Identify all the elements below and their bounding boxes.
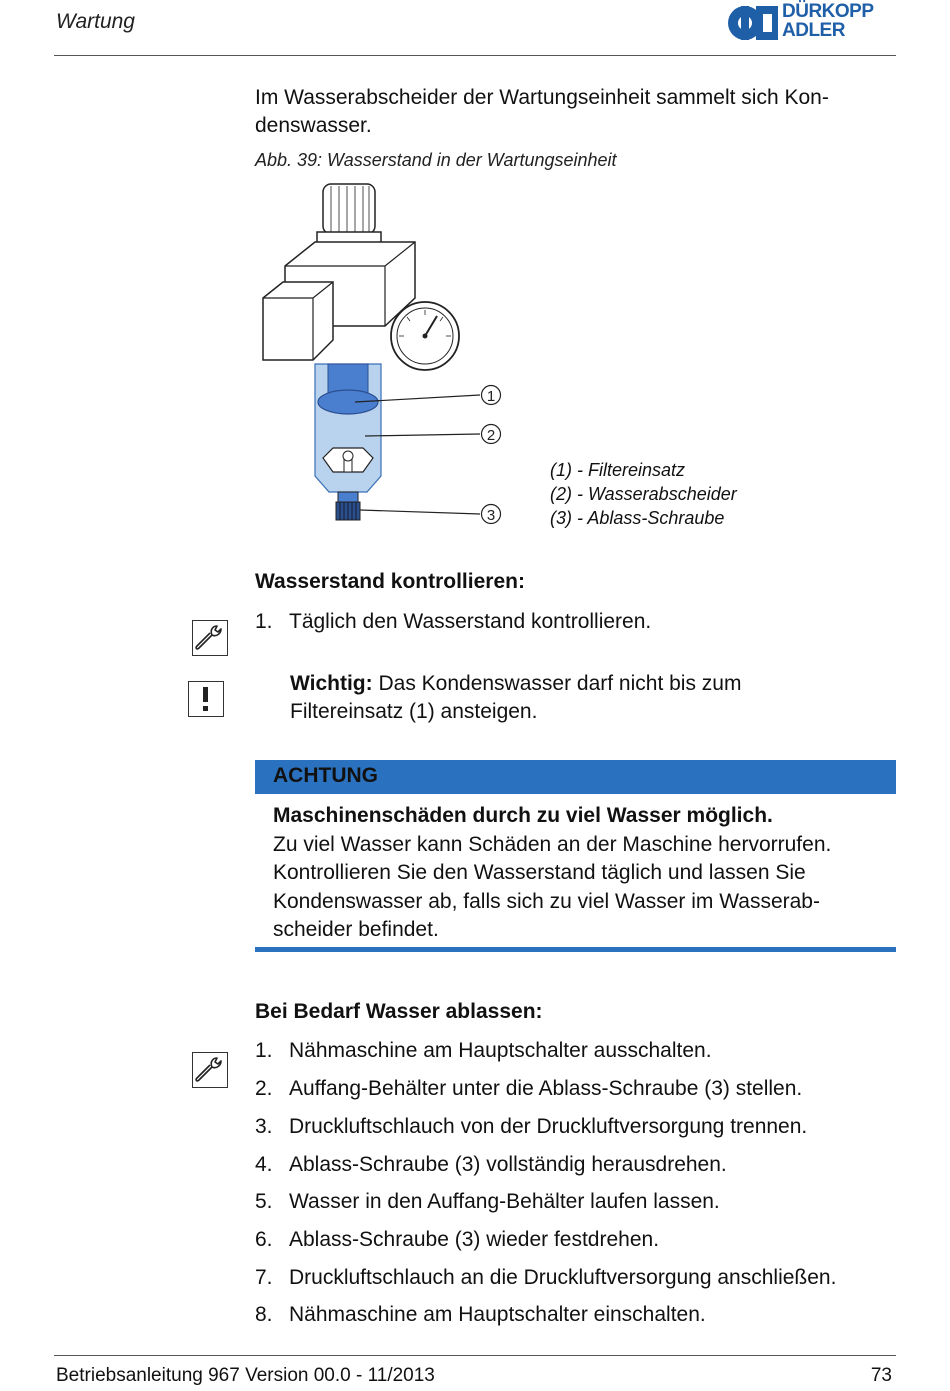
company-logo: [726, 2, 898, 44]
check-step-1: [255, 609, 651, 635]
drain-step: [255, 1265, 836, 1291]
logo-text: [782, 2, 874, 40]
step-number: 8.: [255, 1303, 273, 1326]
running-header: Wartung: [56, 10, 135, 33]
drain-step: [255, 1227, 659, 1253]
step-text: Täglich den Wasserstand kontrollieren.: [289, 610, 652, 633]
legend-item: (2) - Wasserabscheider: [550, 484, 737, 504]
callout-2: 2: [486, 427, 496, 444]
wrench-icon: [192, 1052, 228, 1088]
step-number: 7.: [255, 1266, 273, 1289]
section-heading-drain-water: Bei Bedarf Wasser ablassen:: [255, 1000, 543, 1023]
figure-legend: [550, 458, 737, 530]
warning-line: Kontrollieren Sie den Wasserstand täglich und lassen Sie Kondenswasser ab, falls sich zu viel Wasser im Wasserab-scheider befindet.: [273, 861, 820, 941]
section-heading-check-water: Wasserstand kontrollieren:: [255, 570, 525, 593]
step-text: Druckluftschlauch an die Druckluftversorgung anschließen.: [289, 1266, 837, 1289]
callout-3: 3: [486, 507, 496, 524]
footer-divider: [54, 1355, 896, 1356]
important-text: Das Kondenswasser darf nicht bis zum Filtereinsatz (1) ansteigen.: [290, 672, 742, 723]
step-number: 4.: [255, 1153, 273, 1176]
step-text: Druckluftschlauch von der Druckluftversorgung trennen.: [289, 1115, 808, 1138]
wrench-icon: [192, 620, 228, 656]
warning-title: ACHTUNG: [273, 764, 378, 787]
exclamation-icon: [188, 681, 224, 717]
header-divider: [54, 55, 896, 56]
callout-1: 1: [486, 388, 496, 405]
step-number: 5.: [255, 1190, 273, 1213]
drain-step: [255, 1152, 727, 1178]
step-text: Ablass-Schraube (3) wieder festdrehen.: [289, 1228, 660, 1251]
step-number: 2.: [255, 1077, 273, 1100]
page-number: 73: [870, 1365, 892, 1386]
drain-step: [255, 1189, 720, 1215]
step-text: Ablass-Schraube (3) vollständig herausdrehen.: [289, 1153, 727, 1176]
step-text: Auffang-Behälter unter die Ablass-Schraube (3) stellen.: [289, 1077, 803, 1100]
step-text: Nähmaschine am Hauptschalter ausschalten.: [289, 1039, 712, 1062]
warning-header: [255, 760, 896, 794]
maintenance-unit-figure: [255, 176, 535, 536]
step-number: 1.: [255, 1039, 273, 1062]
footer-document-info: Betriebsanleitung 967 Version 00.0 - 11/2013: [56, 1365, 435, 1386]
warning-lead: Maschinenschäden durch zu viel Wasser möglich.: [273, 804, 773, 827]
legend-item: (1) - Filtereinsatz: [550, 460, 686, 480]
drain-step: [255, 1302, 706, 1328]
logo-mark-icon: [726, 2, 780, 44]
important-note: [290, 670, 850, 726]
warning-body: [273, 802, 893, 945]
legend-item: (3) - Ablass-Schraube: [550, 508, 725, 528]
step-text: Wasser in den Auffang-Behälter laufen lassen.: [289, 1190, 720, 1213]
drain-step: [255, 1038, 712, 1064]
warning-bottom-rule: [255, 947, 896, 952]
figure-caption: Abb. 39: Wasserstand in der Wartungseinheit: [255, 150, 617, 170]
drain-step: [255, 1076, 802, 1102]
logo-line-1: DÜRKOPP: [782, 1, 874, 22]
step-number: 3.: [255, 1115, 273, 1138]
step-text: Nähmaschine am Hauptschalter einschalten.: [289, 1303, 706, 1326]
logo-line-2: ADLER: [782, 20, 845, 41]
maintenance-unit-illustration: [255, 176, 535, 536]
important-label: Wichtig:: [290, 672, 373, 695]
drain-step: [255, 1114, 807, 1140]
step-number: 1.: [255, 610, 273, 633]
intro-paragraph: Im Wasserabscheider der Wartungseinheit sammelt sich Kon-denswasser.: [255, 86, 829, 137]
step-number: 6.: [255, 1228, 273, 1251]
warning-line: Zu viel Wasser kann Schäden an der Maschine hervorrufen.: [273, 832, 832, 856]
